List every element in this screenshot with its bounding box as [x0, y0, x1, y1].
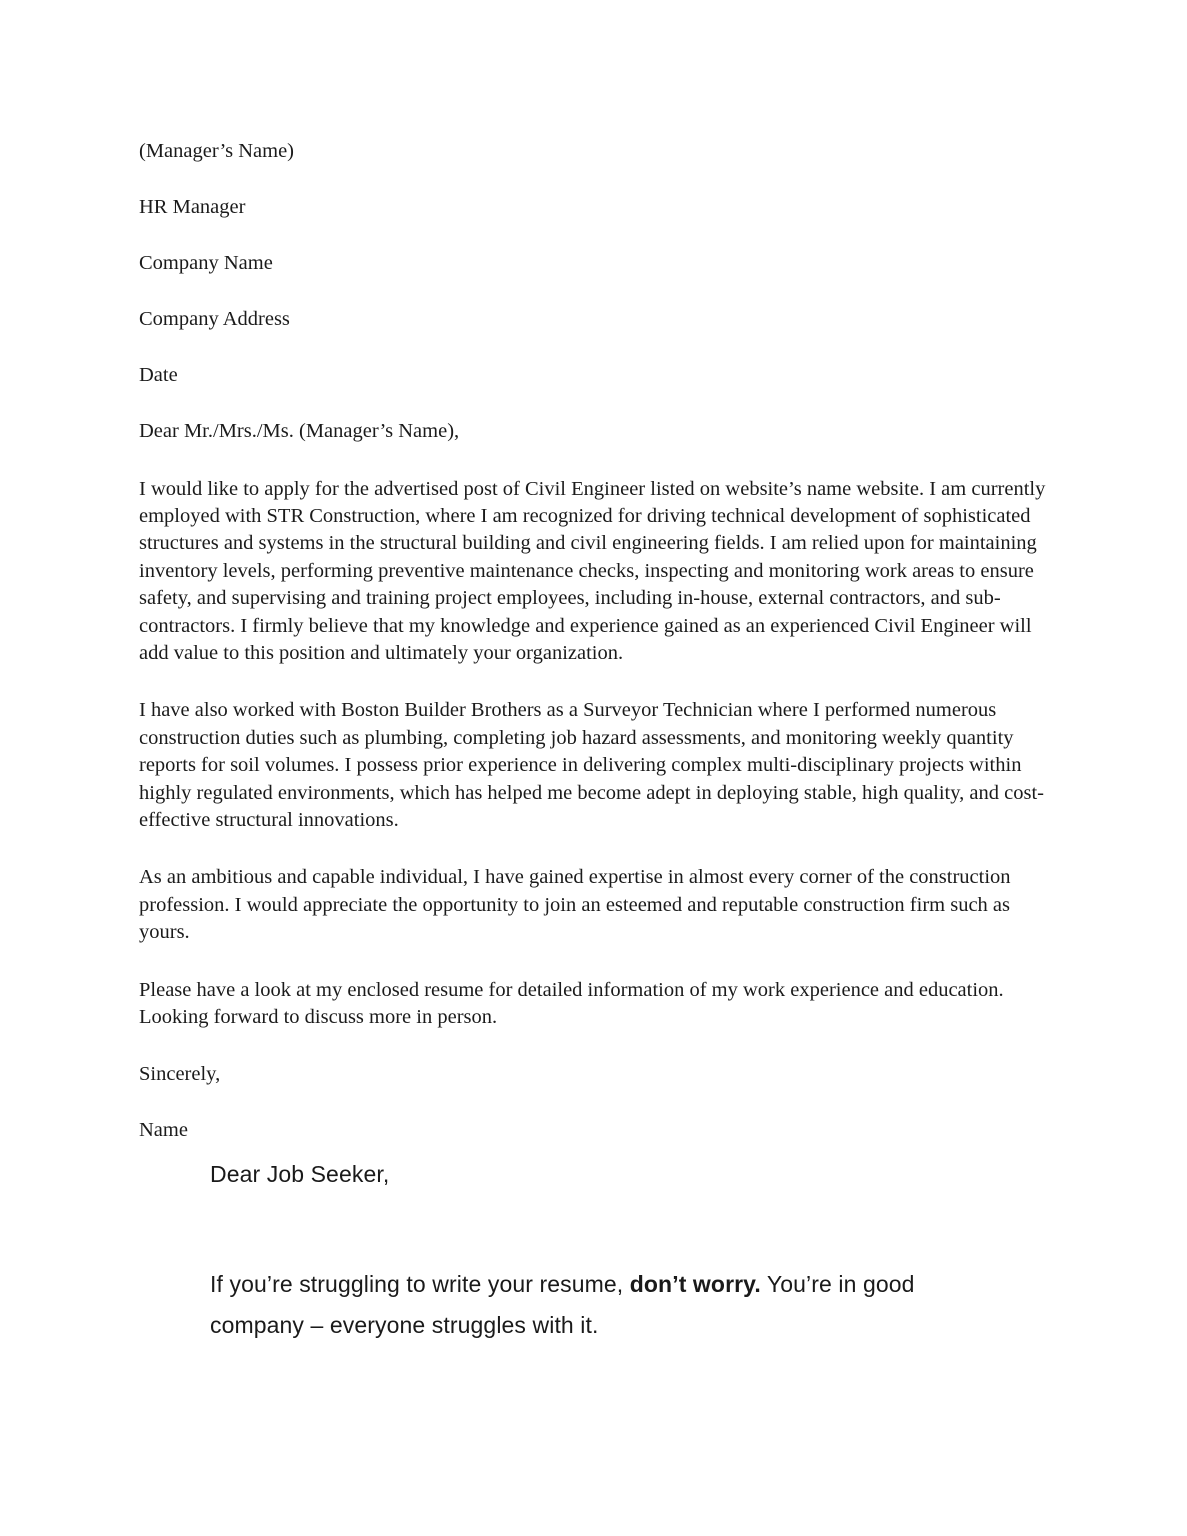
letter-salutation: Dear Mr./Mrs./Ms. (Manager’s Name), — [139, 420, 460, 442]
letter-signature-name: Name — [139, 1118, 188, 1141]
address-line-date: Date — [139, 364, 178, 386]
letter-paragraph-2: I have also worked with Boston Builder Brothers as a Surveyor Technician where I performed numerous construction duties such as plumbing, completing job hazard assessments, and monitoring weekly quantity reports for soil volumes. I possess prior experience in delivering complex multi-disciplinary projects within highly regulated environments, which has helped me become adept in deploying stable, high quality, and cost-effective structural innovations. — [139, 699, 1044, 831]
address-line-hr-manager: HR Manager — [139, 196, 246, 218]
letter-paragraph-3: As an ambitious and capable individual, I have gained expertise in almost every corner of the construction profession. I would appreciate the opportunity to join an esteemed and reputable construction firm such as yours. — [139, 866, 1011, 944]
address-line-manager-name: (Manager’s Name) — [139, 140, 295, 162]
address-line-company-name: Company Name — [139, 252, 273, 274]
appendix-paragraph-tail: You’re in good company – everyone struggles with it. — [210, 1271, 915, 1338]
letter-paragraph-4: Please have a look at my enclosed resume for detailed information of my work experience and education. Looking forward to discuss more in person. — [139, 978, 1004, 1028]
appendix-block — [210, 1158, 1000, 1338]
letter-closing: Sincerely, — [139, 1063, 221, 1086]
appendix-paragraph-emphasis: don’t worry. — [629, 1271, 761, 1297]
address-line-company-address: Company Address — [139, 308, 290, 330]
appendix-paragraph-lead: If you’re struggling to write your resume, — [210, 1271, 630, 1297]
appendix-greeting: Dear Job Seeker, — [210, 1161, 390, 1187]
letter-paragraph-1: I would like to apply for the advertised post of Civil Engineer listed on website’s name website. I am currently employed with STR Construction, where I am recognized for driving technical development of sophisticated structures and systems in the structural building and civil engineering fields. I am relied upon for maintaining inventory levels, performing preventive maintenance checks, inspecting and monitoring work areas to ensure safety, and supervising and training project employees, including in-house, external contractors, and sub-contractors. I firmly believe that my knowledge and experience gained as an experienced Civil Engineer will add value to this position and ultimately your organization. — [139, 477, 1046, 664]
cover-letter-body — [139, 138, 1052, 1144]
appendix-paragraph — [210, 1264, 1000, 1346]
